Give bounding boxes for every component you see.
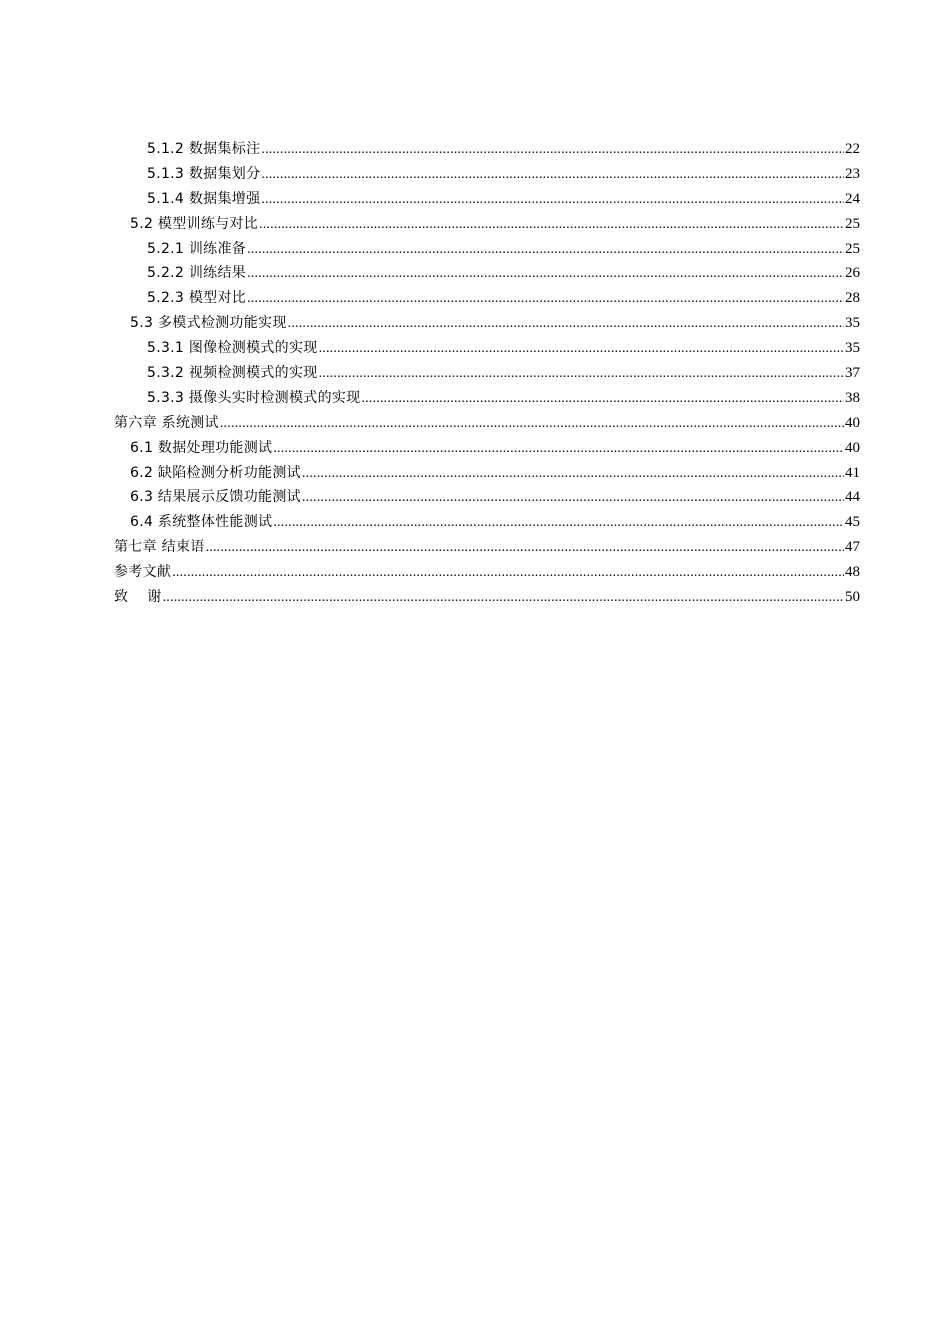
toc-entry-title: 5.3.2 视频检测模式的实现 (147, 365, 318, 382)
dot-leader (261, 188, 844, 213)
toc-entry-title: 5.3 多模式检测功能实现 (130, 315, 287, 332)
toc-entry-title: 5.3.3 摄像头实时检测模式的实现 (147, 389, 361, 406)
dot-leader (163, 586, 844, 611)
toc-entry-title: 5.3.1 图像检测模式的实现 (147, 340, 318, 357)
toc-entry-5-2[interactable] (114, 212, 860, 237)
toc-entry-page: 40 (845, 439, 860, 456)
toc-entry-title: 第七章 结束语 (114, 539, 205, 556)
toc-entry-6-2[interactable] (114, 461, 860, 486)
toc-entry-page: 35 (845, 340, 860, 357)
toc-entry-page: 47 (845, 539, 860, 556)
dot-leader (288, 312, 844, 337)
toc-entry-5-3[interactable] (114, 311, 860, 336)
toc-entry-5-1-4[interactable] (114, 187, 860, 212)
dot-leader (206, 536, 844, 561)
toc-entry-page: 25 (845, 240, 860, 257)
toc-entry-5-2-2[interactable] (114, 261, 860, 286)
toc-entry-page: 50 (845, 589, 860, 606)
toc-entry-title: 5.1.2 数据集标注 (147, 141, 261, 157)
toc-entry-page: 23 (845, 165, 860, 182)
dot-leader (247, 262, 844, 287)
toc-entry-5-3-3[interactable] (114, 386, 860, 411)
toc-entry-title: 6.2 缺陷检测分析功能测试 (130, 464, 301, 481)
dot-leader (302, 462, 844, 487)
toc-entry-5-1-2[interactable] (114, 137, 860, 162)
toc-entry-page: 40 (845, 414, 860, 431)
toc-entry-6-1[interactable] (114, 436, 860, 461)
dot-leader (319, 337, 844, 362)
toc-entry-page: 35 (845, 315, 860, 332)
toc-entry-page: 28 (845, 290, 860, 307)
toc-entry-page: 41 (845, 464, 860, 481)
toc-entry-5-2-3[interactable] (114, 286, 860, 311)
toc-entry-title: 致 谢 (114, 589, 162, 606)
toc-entry-6-3[interactable] (114, 485, 860, 510)
toc-entry-page: 22 (845, 141, 860, 157)
toc-entry-5-3-2[interactable] (114, 361, 860, 386)
toc-entry-page: 44 (845, 489, 860, 506)
toc-entry-title: 5.1.3 数据集划分 (147, 165, 261, 182)
dot-leader (172, 561, 844, 586)
toc-entry-page: 25 (845, 215, 860, 232)
toc-entry-title: 5.2.2 训练结果 (147, 265, 247, 282)
toc-entry-title: 5.2 模型训练与对比 (130, 215, 259, 232)
toc-entry-references[interactable] (114, 560, 860, 585)
toc-entry-title: 6.3 结果展示反馈功能测试 (130, 489, 301, 506)
toc-entry-page: 45 (845, 514, 860, 531)
toc-entry-acknowledgements[interactable] (114, 585, 860, 610)
dot-leader (261, 163, 844, 188)
dot-leader (302, 486, 844, 511)
dot-leader (259, 213, 844, 238)
dot-leader (273, 511, 844, 536)
toc-entry-5-2-1[interactable] (114, 237, 860, 262)
toc-entry-title: 5.2.3 模型对比 (147, 290, 247, 307)
dot-leader (220, 412, 844, 437)
toc-entry-page: 48 (845, 564, 860, 581)
dot-leader (247, 287, 844, 312)
dot-leader (319, 362, 844, 387)
dot-leader (361, 387, 844, 412)
toc-entry-title: 5.2.1 训练准备 (147, 240, 247, 257)
toc-entry-title: 5.1.4 数据集增强 (147, 190, 261, 207)
toc-entry-title: 参考文献 (114, 564, 172, 581)
dot-leader (247, 238, 844, 263)
toc-entry-page: 37 (845, 365, 860, 382)
toc-entry-chapter-7[interactable] (114, 535, 860, 560)
toc-entry-title: 6.4 系统整体性能测试 (130, 514, 273, 531)
toc-entry-title: 6.1 数据处理功能测试 (130, 439, 273, 456)
dot-leader (273, 437, 844, 462)
toc-entry-page: 24 (845, 190, 860, 207)
toc-entry-chapter-6[interactable] (114, 411, 860, 436)
toc-entry-page: 26 (845, 265, 860, 282)
toc-entry-title: 第六章 系统测试 (114, 414, 219, 431)
dot-leader (261, 138, 844, 163)
toc-entry-5-1-3[interactable] (114, 162, 860, 187)
toc-entry-6-4[interactable] (114, 510, 860, 535)
toc-entry-page: 38 (845, 389, 860, 406)
table-of-contents (114, 137, 860, 610)
toc-entry-5-3-1[interactable] (114, 336, 860, 361)
